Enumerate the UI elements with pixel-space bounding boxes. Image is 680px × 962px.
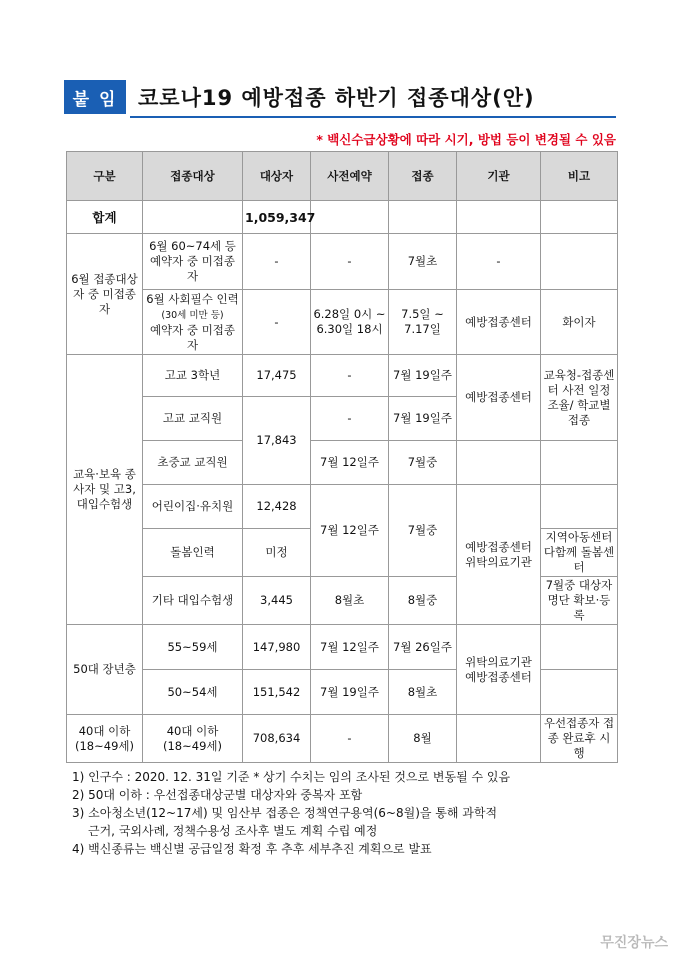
watermark: 무진장뉴스 <box>600 935 668 951</box>
footnote: 2) 50대 이하 : 우선접종대상군별 대상자와 중복자 포함 <box>72 788 363 802</box>
total-count: 1,059,347 <box>243 201 311 234</box>
table-row: 교육·보육 종사자 및 고3, 대입수험생 고교 3학년 17,475 - 7월 19일주 예방접종센터 교육청-접종센터 사전 일정 조율/ 학교별 접종 <box>67 355 618 397</box>
footnotes <box>72 768 632 858</box>
table-row: 50대 장년층 55~59세 147,980 7월 12일주 7월 26일주 위탁의료기관 예방접종센터 <box>67 625 618 670</box>
footnote: 4) 백신종류는 백신별 공급일정 확정 후 추후 세부추진 계획으로 발표 <box>72 842 432 856</box>
table-row: 초중교 교직원 7월 12일주 7월중 <box>67 441 618 485</box>
table-row: 돌봄인력 미정 지역아동센터 다함께 돌봄센터 <box>67 529 618 577</box>
header-category: 구분 <box>67 152 143 201</box>
group-label: 50대 장년층 <box>67 625 143 715</box>
total-label: 합계 <box>67 201 143 234</box>
group-label: 40대 이하 (18~49세) <box>67 715 143 763</box>
attachment-badge: 붙 임 <box>64 80 126 114</box>
table-row: 6월 사회필수 인력 (30세 미만 등) 예약자 중 미접종자 - 6.28일 0시 ~ 6.30일 18시 7.5일 ~ 7.17일 예방접종센터 화이자 <box>67 290 618 355</box>
table-row: 어린이집·유치원 12,428 7월 12일주 7월중 예방접종센터 위탁의료기관 <box>67 485 618 529</box>
footnote: 3) 소아청소년(12~17세) 및 임산부 접종은 정책연구용역(6~8월)을 통해 과학적 <box>72 806 498 820</box>
table-row: 50~54세 151,542 7월 19일주 8월초 <box>67 670 618 715</box>
group-label: 6월 접종대상자 중 미접종자 <box>67 234 143 355</box>
title-underline <box>130 116 616 118</box>
footnote: 1) 인구수 : 2020. 12. 31일 기준 * 상기 수치는 임의 조사된 것으로 변동될 수 있음 <box>72 770 511 784</box>
table-row: 40대 이하 (18~49세) 40대 이하 (18~49세) 708,634 - 8월 우선접종자 접종 완료후 시행 <box>67 715 618 763</box>
supply-notice: * 백신수급상황에 따라 시기, 방법 등이 변경될 수 있음 <box>316 132 616 147</box>
header-reservation: 사전예약 <box>311 152 389 201</box>
page-title: 코로나19 예방접종 하반기 접종대상(안) <box>138 86 535 110</box>
header-note: 비고 <box>541 152 618 201</box>
table-row: 6월 접종대상자 중 미접종자 6월 60~74세 등 예약자 중 미접종자 - - 7월초 - <box>67 234 618 290</box>
table-row: 고교 교직원 17,843 - 7월 19일주 <box>67 397 618 441</box>
header-count: 대상자 <box>243 152 311 201</box>
table-header-row <box>67 152 618 201</box>
group-label: 교육·보육 종사자 및 고3, 대입수험생 <box>67 355 143 625</box>
vaccination-plan-table <box>66 151 618 763</box>
document-header <box>64 78 616 118</box>
header-vaccination: 접종 <box>389 152 457 201</box>
total-row <box>67 201 618 234</box>
table-row: 기타 대입수험생 3,445 8월초 8월중 7월중 대상자 명단 확보·등록 <box>67 577 618 625</box>
header-agency: 기관 <box>457 152 541 201</box>
footnote: 근거, 국외사례, 정책수용성 조사후 별도 계획 수립 예정 <box>88 824 378 838</box>
header-target: 접종대상 <box>143 152 243 201</box>
